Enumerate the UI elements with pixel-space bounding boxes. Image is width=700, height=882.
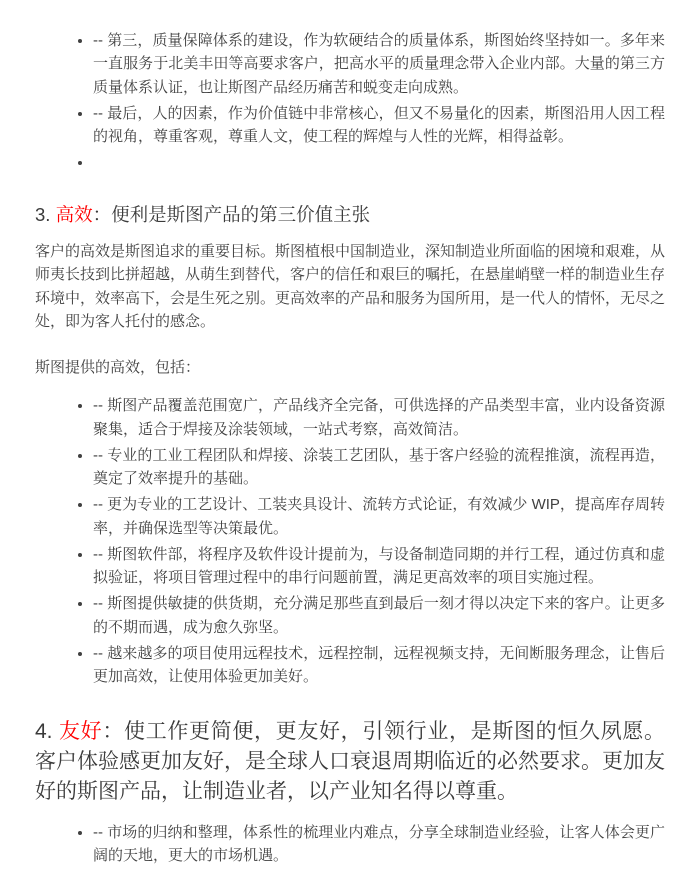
list-item: • -- 斯图产品覆盖范围宽广，产品线齐全完备，可供选择的产品类型丰富，业内设备资源聚集，适合于焊接及涂装领域，一站式考察，高效简洁。: [93, 394, 665, 441]
section-3-list-intro: 斯图提供的高效，包括：: [35, 358, 201, 376]
heading-keyword-red: 友好: [59, 719, 103, 743]
list-item: • -- 第三，质量保障体系的建设，作为软硬结合的质量体系，斯图始终坚持如一。多年来一直服务于北美丰田等高要求客户，把高水平的质量理念带入企业内部。大量的第三方质量体系认证，也让斯图产品经历痛苦和蜕变走向成熟。: [93, 29, 665, 100]
section-4-heading: [35, 717, 665, 807]
list-item: • -- 更为专业的工艺设计、工装夹具设计、流转方式论证，有效减少 WIP，提高库存周转率，并确保选型等决策最优。: [93, 493, 665, 540]
list-item: • -- 斯图软件部，将程序及软件设计提前为，与设备制造同期的并行工程，通过仿真和虚拟验证，将项目管理过程中的串行问题前置，满足更高效率的项目实施过程。: [93, 543, 665, 590]
list-item: • -- 专业的工业工程团队和焊接、涂装工艺团队，基于客户经验的流程推演，流程再造，奠定了效率提升的基础。: [93, 444, 665, 491]
heading-text: ：便利是斯图产品的第三价值主张: [92, 203, 371, 225]
list-item: • -- 斯图提供敏捷的供货期，充分满足那些直到最后一刻才得以决定下来的客户。让更多的不期而遇，成为愈久弥坚。: [93, 592, 665, 639]
section-3-heading: [35, 202, 665, 228]
quality-bullet-list: [35, 29, 665, 175]
friendly-bullet-list: [35, 821, 665, 868]
list-item: • -- 市场的归纳和整理，体系性的梳理业内难点，分享全球制造业经验，让客人体会更广阔的天地，更大的市场机遇。: [93, 821, 665, 868]
list-item-empty: [93, 151, 665, 175]
heading-keyword-red: 高效: [55, 203, 93, 225]
efficiency-bullet-list: [35, 394, 665, 689]
heading-number: 3.: [35, 203, 56, 225]
section-3-paragraph: 客户的高效是斯图追求的重要目标。斯图植根中国制造业，深知制造业所面临的困境和艰难，从师夷长技到比拼超越，从萌生到替代，客户的信任和艰巨的嘱托，在悬崖峭壁一样的制造业生存环境中，效率高下，会是生死之别。更高效率的产品和服务为国所用，是一代人的情怀，无尽之处，即为客人托付的感念。: [35, 242, 666, 330]
heading-text: ：使工作更简便，更友好，引领行业，是斯图的恒久夙愿。客户体验感更加友好，是全球人口衰退周期临近的必然要求。更加友好的斯图产品，让制造业者，以产业知名得以尊重。: [35, 719, 666, 803]
list-item: • -- 越来越多的项目使用远程技术，远程控制，远程视频支持，无间断服务理念，让售后更加高效，让使用体验更加美好。: [93, 642, 665, 689]
heading-number: 4.: [35, 719, 60, 743]
list-item: • -- 最后，人的因素，作为价值链中非常核心，但又不易量化的因素，斯图沿用人因工程的视角，尊重客观，尊重人文，使工程的辉煌与人性的光辉，相得益彰。: [93, 102, 665, 149]
